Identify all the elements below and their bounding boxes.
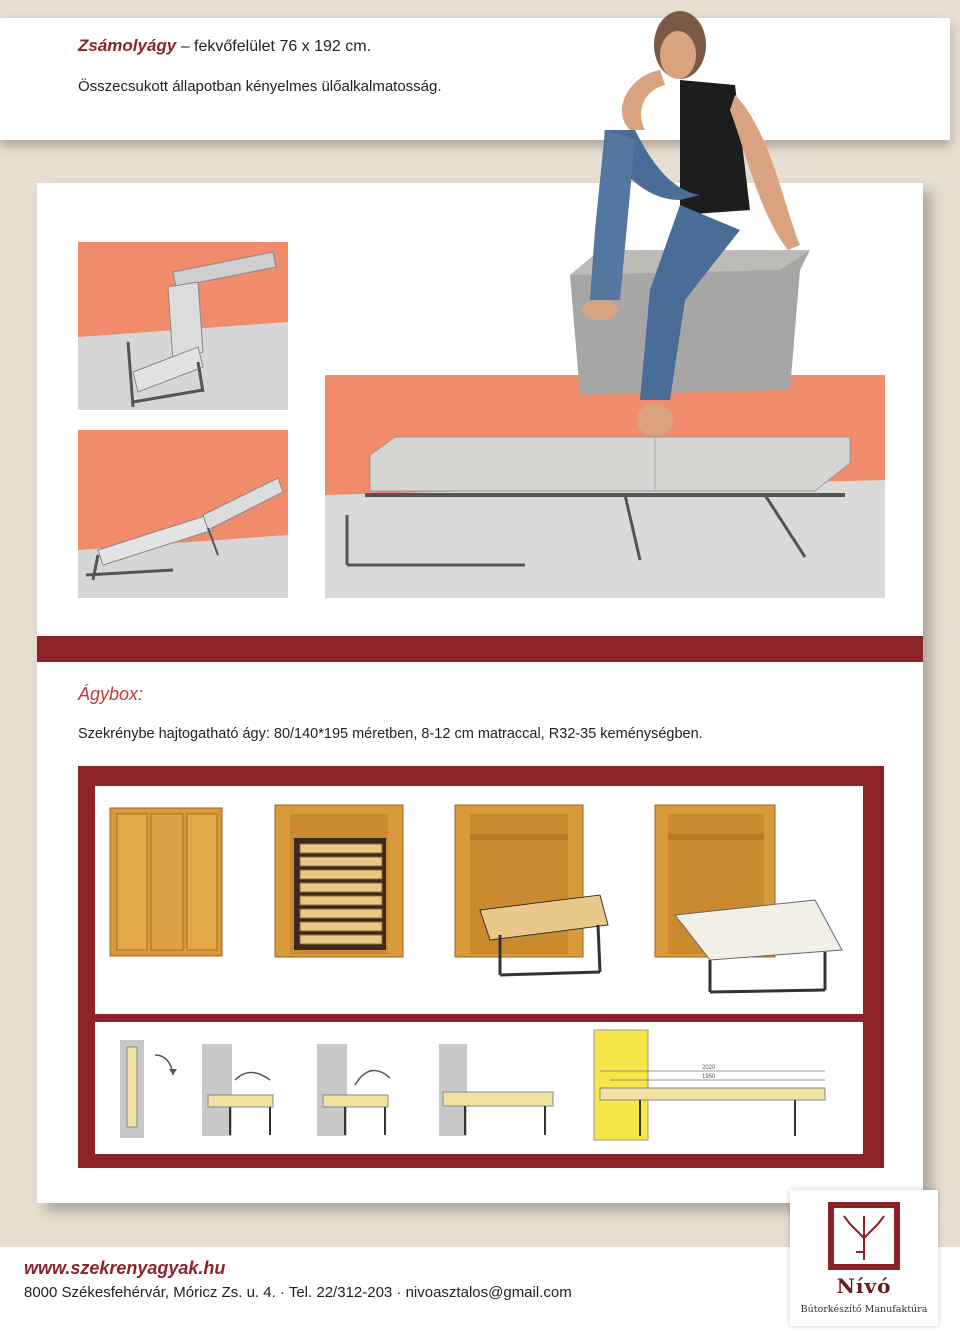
product1-description: Összecsukott állapotban kényelmes ülőalkalmatosság. [78,78,442,95]
logo-subtitle: Bútorkészítő Manufaktúra [800,1304,928,1315]
photo-cabinet-half-open [450,800,615,980]
section-divider-bar [37,636,923,662]
website-link[interactable]: www.szekrenyagyak.hu [24,1258,226,1278]
logo-name: Nívó [836,1274,892,1298]
contact-address: 8000 Székesfehérvár, Móricz Zs. u. 4. · Tel. 22/312-203 · nivoasztalos@gmail.com [24,1284,572,1301]
photo-cabinet-bed-open [650,800,850,1000]
diagram-step-4 [435,1040,560,1140]
diagram-dimensions [590,1026,855,1151]
photo-stool-folding-2 [78,430,288,598]
photo-woman-on-stool [560,0,820,450]
dimension-bed-label: 1950 [702,1074,716,1080]
photo-cabinet-open-folded [270,800,410,965]
product1-name: Zsámolyágy [78,36,177,55]
section2-title: Ágybox: [78,684,144,704]
product1-title [78,36,371,56]
section2-description: Szekrénybe hajtogatható ágy: 80/140*195 méretben, 8-12 cm matraccal, R32-35 keménységben. [78,726,703,742]
diagram-step-2 [200,1040,290,1140]
diagram-step-3 [315,1040,405,1140]
photo-cabinet-closed [105,800,225,960]
logo [790,1190,938,1326]
tree-logo-icon [828,1202,900,1270]
dimension-total-label: 2020 [702,1065,716,1071]
diagram-step-1 [115,1035,185,1140]
product1-spec: – fekvőfelület 76 x 192 cm. [176,38,372,55]
photo-stool-folding-1 [78,242,288,410]
